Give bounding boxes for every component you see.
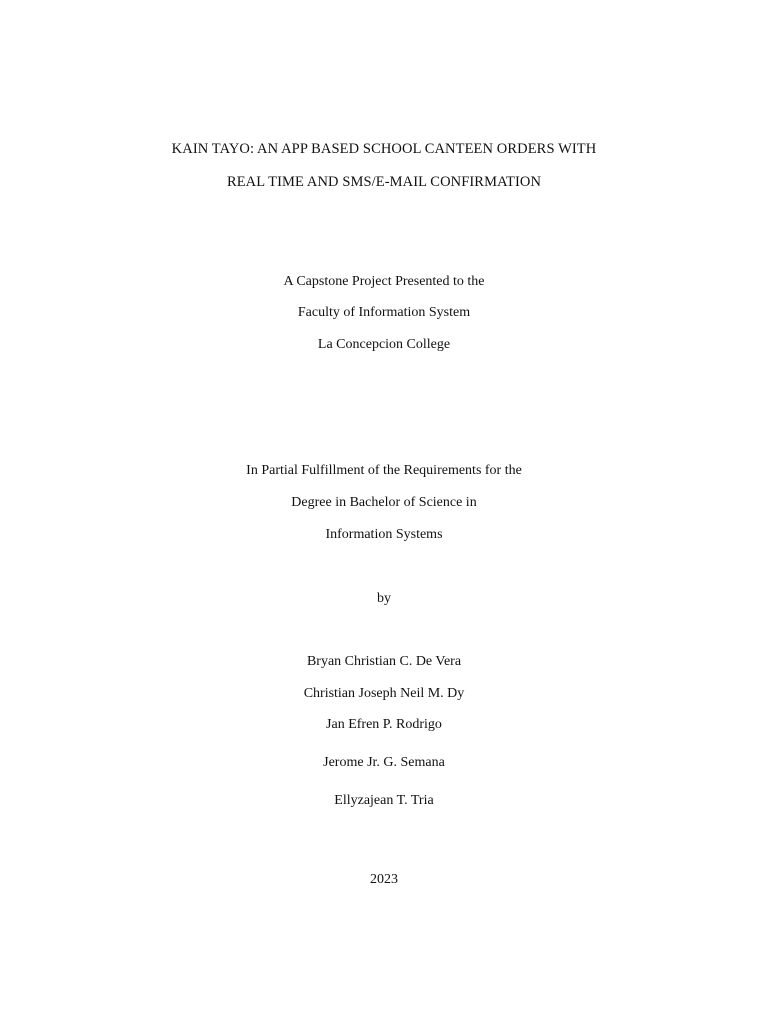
fulfillment-line-3: Information Systems: [325, 527, 443, 542]
author-name: Jerome Jr. G. Semana: [323, 755, 445, 770]
year: 2023: [370, 872, 398, 887]
fulfillment-line-1: In Partial Fulfillment of the Requirements for the: [246, 463, 522, 478]
author-name: Christian Joseph Neil M. Dy: [303, 686, 465, 701]
college-name: La Concepcion College: [317, 337, 451, 352]
author-name: Bryan Christian C. De Vera: [306, 654, 462, 669]
fulfillment-line-2: Degree in Bachelor of Science in: [291, 495, 477, 510]
by-label: by: [377, 591, 391, 606]
thesis-title-line-1: KAIN TAYO: AN APP BASED SCHOOL CANTEEN ORDERS WITH: [171, 141, 597, 157]
author-name: Jan Efren P. Rodrigo: [326, 717, 442, 732]
presentation-line-1: A Capstone Project Presented to the: [283, 274, 485, 289]
author-name: Ellyzajean T. Tria: [334, 793, 434, 808]
thesis-title-line-2: REAL TIME AND SMS/E-MAIL CONFIRMATION: [226, 174, 542, 190]
presentation-line-2: Faculty of Information System: [297, 305, 471, 320]
